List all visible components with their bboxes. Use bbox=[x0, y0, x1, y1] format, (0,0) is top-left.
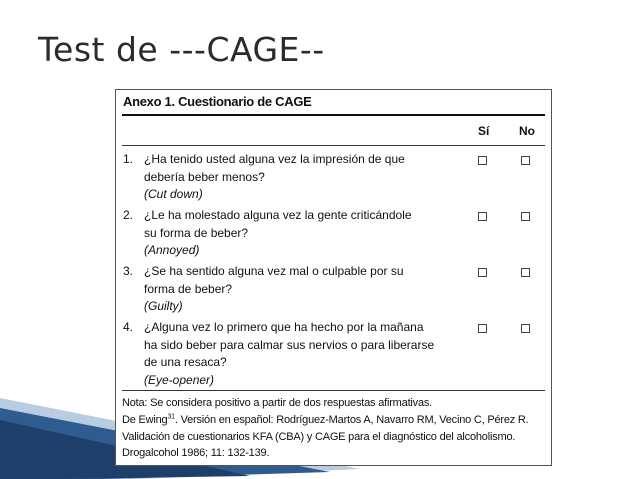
question-text-line: debería beber menos? bbox=[144, 169, 265, 184]
footnote-line bbox=[122, 412, 547, 429]
slide-title: Test de ---CAGE-- bbox=[38, 30, 325, 69]
checkbox-si-q1[interactable] bbox=[478, 156, 487, 165]
question-number: 3. bbox=[123, 264, 134, 278]
question-text-line: forma de beber? bbox=[144, 281, 233, 296]
footnote bbox=[122, 395, 547, 462]
checkbox-si-q2[interactable] bbox=[478, 212, 487, 221]
question-english-label: (Eye-opener) bbox=[144, 372, 215, 387]
checkbox-si-q4[interactable] bbox=[478, 324, 487, 333]
question-text-line: ¿Alguna vez lo primero que ha hecho por la mañana bbox=[144, 320, 424, 334]
question-english-label: (Guilty) bbox=[144, 299, 183, 313]
question-3 bbox=[123, 263, 453, 316]
question-text-line: ¿Se ha sentido alguna vez mal o culpable por su bbox=[144, 264, 404, 278]
checkbox-si-q3[interactable] bbox=[478, 268, 487, 277]
cage-questionnaire-card bbox=[115, 89, 552, 466]
question-text-line: su forma de beber? bbox=[144, 225, 249, 240]
header-divider bbox=[122, 145, 545, 146]
question-number: 1. bbox=[123, 152, 134, 166]
footnote-text: . Versión en español: Rodríguez-Martos A, Navarro RM, Vecino C, Pérez R. bbox=[174, 413, 529, 426]
reference-superscript: 31 bbox=[167, 413, 175, 421]
note-divider bbox=[122, 390, 545, 391]
question-text-line: ¿Ha tenido usted alguna vez la impresión de que bbox=[144, 152, 405, 166]
column-header-si: Sí bbox=[478, 124, 490, 138]
checkbox-no-q1[interactable] bbox=[521, 156, 530, 165]
checkbox-no-q4[interactable] bbox=[521, 324, 530, 333]
question-english-label: (Annoyed) bbox=[144, 243, 200, 257]
question-number: 2. bbox=[123, 208, 134, 222]
title-divider bbox=[122, 114, 545, 116]
column-header-no: No bbox=[519, 124, 535, 138]
question-number: 4. bbox=[123, 320, 134, 334]
card-title: Anexo 1. Cuestionario de CAGE bbox=[123, 94, 312, 109]
checkbox-no-q3[interactable] bbox=[521, 268, 530, 277]
question-text-line: de una resaca? bbox=[144, 355, 227, 369]
question-english-label: (Cut down) bbox=[144, 187, 203, 201]
question-4 bbox=[123, 319, 453, 389]
question-text-line: ¿Le ha molestado alguna vez la gente criticándole bbox=[144, 208, 412, 222]
footnote-text: De Ewing bbox=[122, 413, 168, 426]
footnote-line: Validación de cuestionarios KFA (CBA) y CAGE para el diagnóstico del alcoholismo. bbox=[122, 430, 516, 443]
footnote-line: Drogalcohol 1986; 11: 132-139. bbox=[122, 447, 270, 460]
question-1 bbox=[123, 151, 453, 204]
checkbox-no-q2[interactable] bbox=[521, 212, 530, 221]
question-2 bbox=[123, 207, 453, 260]
footnote-line: Nota: Se considera positivo a partir de dos respuestas afirmativas. bbox=[122, 397, 433, 409]
question-text-line: ha sido beber para calmar sus nervios o para liberarse bbox=[144, 337, 435, 352]
